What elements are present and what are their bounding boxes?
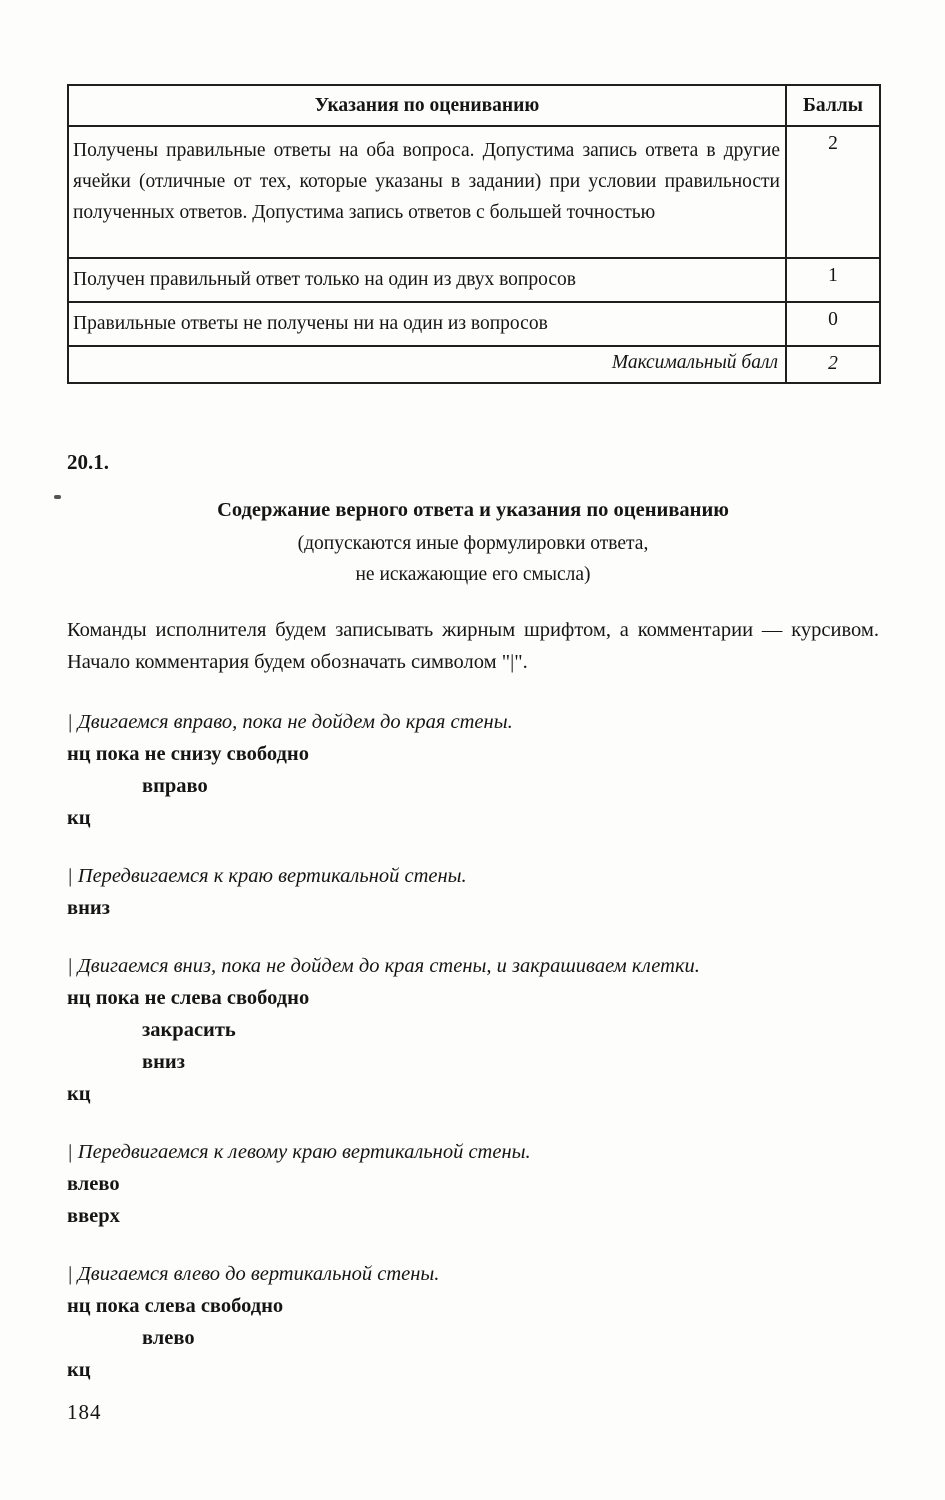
intro-paragraph: Команды исполнителя будем записывать жирным шрифтом, а комментарии — курсивом. Начало комментария будем обозначать символом "|". xyxy=(67,619,879,673)
section-subtitle-line1: (допускаются иные формулировки ответа, xyxy=(297,533,649,554)
code-comment: | Двигаемся влево до вертикальной стены. xyxy=(67,1263,440,1285)
code-command: вверх xyxy=(67,1205,120,1227)
section-number: 20.1. xyxy=(67,450,109,474)
code-block-3 xyxy=(67,950,879,1110)
code-command: нц пока не слева свободно xyxy=(67,987,310,1009)
code-command: кц xyxy=(67,807,91,829)
table-footer-row xyxy=(68,346,880,383)
score-cell: 1 xyxy=(786,258,880,302)
code-comment: | Передвигаемся к левому краю вертикальной стены. xyxy=(67,1141,531,1163)
table-header-score: Баллы xyxy=(786,85,880,126)
criteria-cell: Правильные ответы не получены ни на один из вопросов xyxy=(68,302,786,346)
page-number: 184 xyxy=(67,1400,102,1424)
code-command: вниз xyxy=(142,1051,185,1073)
algorithm-listing xyxy=(67,706,879,1386)
max-score-value: 2 xyxy=(786,346,880,383)
score-cell: 0 xyxy=(786,302,880,346)
ink-speck-artifact xyxy=(54,495,61,499)
table-row xyxy=(68,302,880,346)
code-block-4 xyxy=(67,1136,879,1232)
section-title: Содержание верного ответа и указания по оцениванию xyxy=(217,499,729,521)
code-command: нц пока слева свободно xyxy=(67,1295,284,1317)
code-command: влево xyxy=(67,1173,120,1195)
table-row xyxy=(68,126,880,258)
code-command: кц xyxy=(67,1359,91,1381)
code-comment: | Передвигаемся к краю вертикальной стены. xyxy=(67,865,467,887)
criteria-cell: Получены правильные ответы на оба вопроса. Допустима запись ответа в другие ячейки (отличные от тех, которые указаны в задании) при условии правильности полученных ответов. Допустима запись ответов с большей точностью xyxy=(68,126,786,258)
code-comment: | Двигаемся вправо, пока не дойдем до края стены. xyxy=(67,711,513,733)
code-command: нц пока не снизу свободно xyxy=(67,743,309,765)
code-block-2 xyxy=(67,860,879,924)
scoring-table xyxy=(67,84,881,384)
code-command: вправо xyxy=(142,775,208,797)
code-command: кц xyxy=(67,1083,91,1105)
table-header-criteria: Указания по оцениванию xyxy=(68,85,786,126)
page-content xyxy=(67,0,879,1412)
section-subtitle-line2: не искажающие его смысла) xyxy=(355,564,591,585)
table-header-row xyxy=(68,85,880,126)
code-command: закрасить xyxy=(142,1019,236,1041)
code-comment: | Двигаемся вниз, пока не дойдем до края стены, и закрашиваем клетки. xyxy=(67,955,700,977)
criteria-cell: Получен правильный ответ только на один из двух вопросов xyxy=(68,258,786,302)
code-block-1 xyxy=(67,706,879,834)
code-block-5 xyxy=(67,1258,879,1386)
score-cell: 2 xyxy=(786,126,880,258)
table-row xyxy=(68,258,880,302)
code-command: влево xyxy=(142,1327,195,1349)
max-score-label: Максимальный балл xyxy=(68,346,786,383)
code-command: вниз xyxy=(67,897,110,919)
